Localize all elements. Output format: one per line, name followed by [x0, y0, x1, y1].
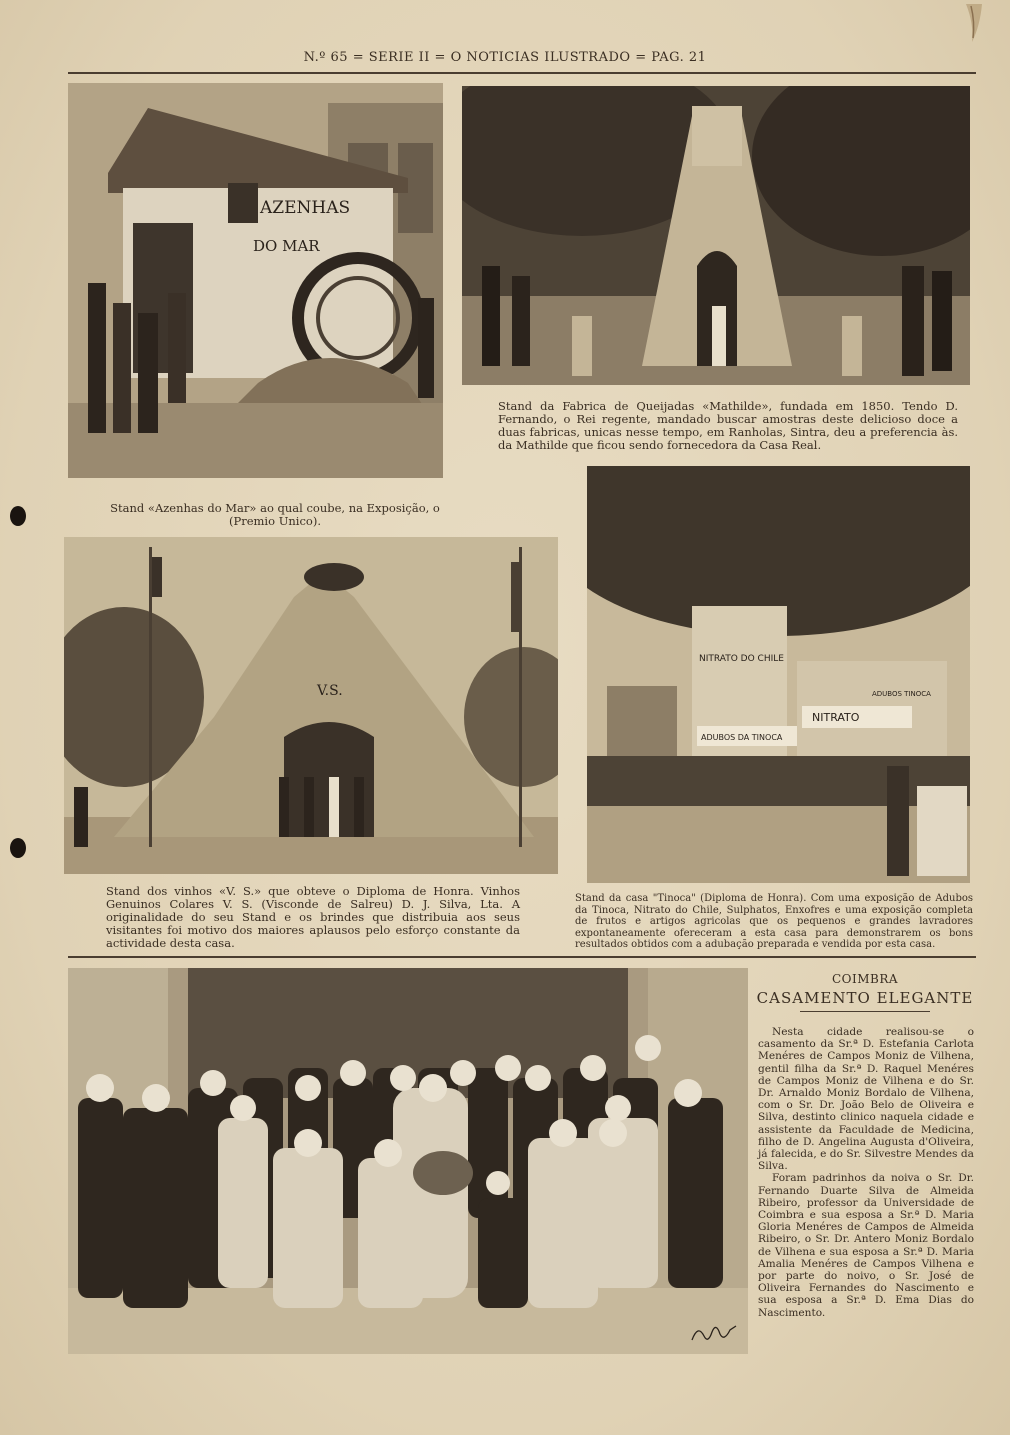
- photo-wedding-group: [68, 968, 748, 1354]
- article-paragraph: Foram padrinhos da noiva o Sr. Dr. Fernando Duarte Silva de Almeida Ribeiro, professor da Universidade de Coimbra e sua esposa a Sr.ª D. Maria Gloria Menéres de Campos de Almeida Ribeiro, o Sr. Dr. Antero Moniz Bordalo de Vilhena e sua esposa a Sr.ª D. Maria Amalia Menéres de Campos Vilhena e por parte do noivo, o Sr. José de Oliveira Fernandes do Nascimento e sua esposa a Sr.ª D. Ema Dias do Nascimento.: [758, 1172, 974, 1319]
- caption-mathilde: Stand da Fabrica de Queijadas «Mathilde», fundada em 1850. Tendo D. Fernando, o Rei regente, mandado buscar amostras deste delicioso doce a duas fabricas, unicas nesse tempo, em Ranholas, Sintra, deu a preferencia às. da Mathilde que ficou sendo fornecedora da Casa Real.: [498, 399, 958, 452]
- article-title: CASAMENTO ELEGANTE: [756, 989, 974, 1007]
- vs-emblem-label: V.S.: [317, 683, 343, 699]
- caption-tinoca: Stand da casa "Tinoca" (Diploma de Honra). Com uma exposição de Adubos da Tinoca, Nitrato do Chile, Sulphatos, Enxofres e uma exposição completa de frutos e artigos agricolas que os pequenos e grandes lavradores expontaneamente ofereceram a esta casa para demonstrarem os bons resultados obtidos com a adubação preparada e vendida por esta casa.: [575, 893, 973, 950]
- tinoca-sign-3: NITRATO: [812, 711, 860, 724]
- section-rule: [68, 956, 976, 958]
- photo-tinoca: [587, 466, 970, 883]
- binder-hole-bottom: [10, 838, 26, 858]
- article-paragraph: Nesta cidade realisou-se o casamento da Sr.ª D. Estefania Carlota Menéres de Campos Moniz de Vilhena, gentil filha da Sr.ª D. Raquel Menéres de Campos Moniz de Vilhena e do Sr. Dr. Arnaldo Moniz Bordalo de Vilhena, com o Sr. Dr. João Belo de Oliveira e Silva, destinto clinico naquela cidade e assistente da Faculdade de Medicina, filho de D. Angelina Augusta d'Oliveira, já falecida, e do Sr. Silvestre Mendes da Silva.: [758, 1026, 974, 1173]
- azenhas-sign-line1: AZENHAS: [260, 198, 351, 218]
- header-rule: [68, 72, 976, 74]
- page-header: N.º 65 = SERIE II = O NOTICIAS ILUSTRADO = PAG. 21: [303, 50, 707, 65]
- caption-azenhas: Stand «Azenhas do Mar» ao qual coube, na Exposição, o (Premio Unico).: [110, 501, 440, 528]
- corner-stain-icon: [962, 4, 986, 44]
- photographer-signature-icon: [690, 1318, 740, 1346]
- photo-vinhos-vs: [64, 537, 558, 874]
- article-kicker: COIMBRA: [831, 972, 899, 986]
- tinoca-sign-4: ADUBOS TINOCA: [872, 690, 931, 698]
- photo-queijadas-mathilde: [462, 86, 970, 385]
- photo-azenhas-do-mar: [68, 83, 443, 478]
- article-title-rule: [800, 1011, 930, 1012]
- tinoca-sign-2: ADUBOS DA TINOCA: [701, 733, 783, 742]
- tinoca-sign-1: NITRATO DO CHILE: [699, 654, 784, 664]
- azenhas-sign-line2: DO MAR: [253, 237, 320, 255]
- binder-hole-top: [10, 506, 26, 526]
- article-body: [758, 1026, 974, 1319]
- caption-vs: Stand dos vinhos «V. S.» que obteve o Diploma de Honra. Vinhos Genuinos Colares V. S. (Visconde de Salreu) D. J. Silva, Lta. A originalidade do seu Stand e os brindes que distribuia aos seus visitantes foi motivo dos maiores aplausos pelo esforço constante da actividade desta casa.: [106, 884, 520, 950]
